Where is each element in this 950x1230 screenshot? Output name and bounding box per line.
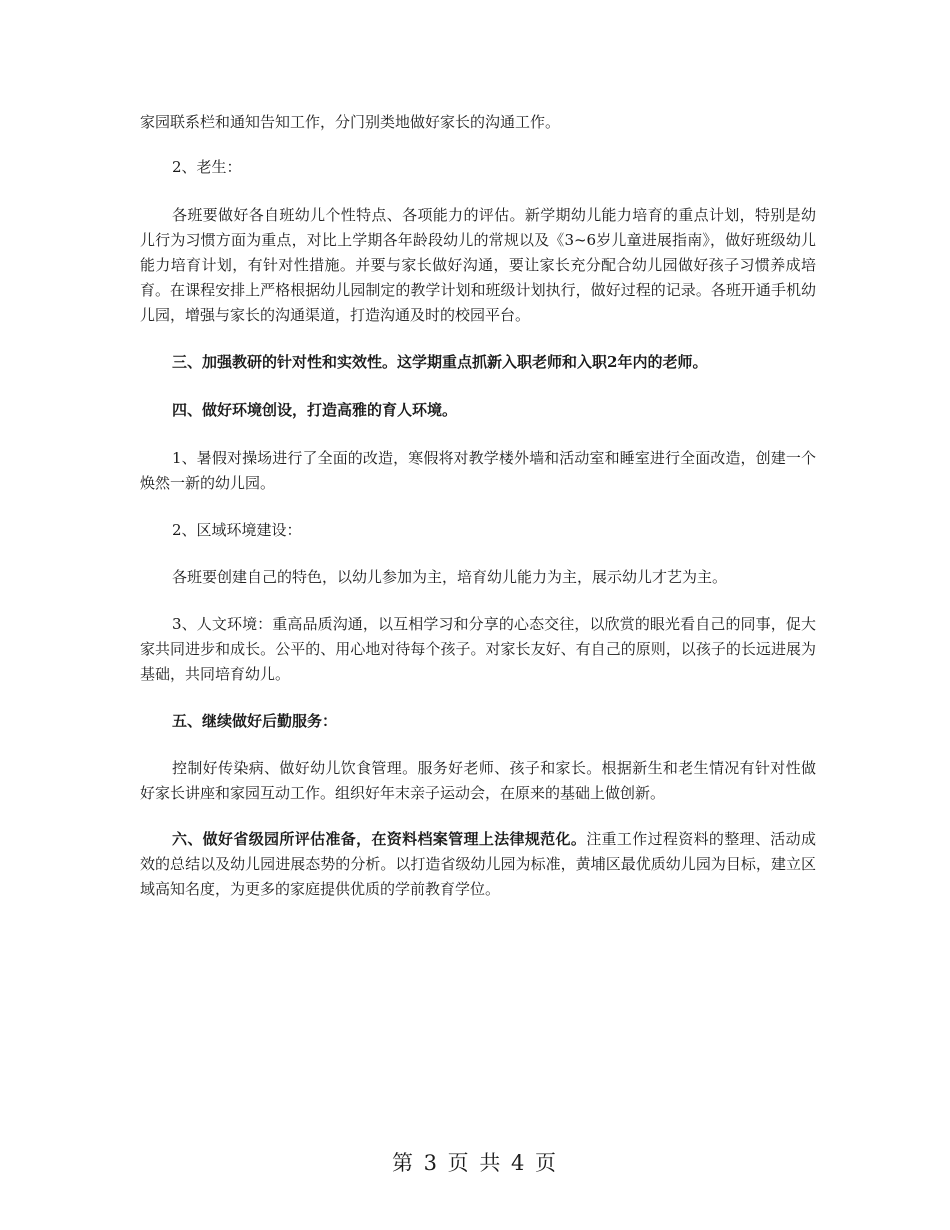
- paragraph-returning-students: 各班要做好各自班幼儿个性特点、各项能力的评估。新学期幼儿能力培育的重点计划，特别是幼儿行为习惯方面为重点，对比上学期各年龄段幼儿的常规以及《3~6岁儿童进展指南》，做好班级幼儿能力培育计划，有针对性措施。并要与家长做好沟通，要让家长充分配合幼儿园做好孩子习惯养成培育。在课程安排上严格根据幼儿园制定的教学计划和班级计划执行，做好过程的记录。各班开通手机幼儿园，增强与家长的沟通渠道，打造沟通及时的校园平台。: [140, 206, 816, 324]
- heading-section-4: 四、做好环境创设，打造高雅的育人环境。: [172, 401, 458, 419]
- paragraph-continuation: 家园联系栏和通知告知工作，分门别类地做好家长的沟通工作。: [140, 113, 561, 131]
- paragraph-environment-1: 1、暑假对操场进行了全面的改造，寒假将对教学楼外墙和活动室和睡室进行全面改造，创建一个焕然一新的幼儿园。: [140, 449, 816, 492]
- paragraph-logistics: 控制好传染病、做好幼儿饮食管理。服务好老师、孩子和家长。根据新生和老生情况有针对性做好家长讲座和家园互动工作。组织好年末亲子运动会，在原来的基础上做创新。: [140, 759, 816, 802]
- subheading-returning-students: 2、老生：: [172, 158, 242, 176]
- paragraph-humanistic-environment: 3、人文环境：重高品质沟通，以互相学习和分享的心态交往，以欣赏的眼光看自己的同事，促大家共同进步和成长。公平的、用心地对待每个孩子。对家长友好、有自己的原则，以孩子的长远进展为基础，共同培育幼儿。: [140, 615, 816, 683]
- subheading-area-environment: 2、区域环境建设：: [172, 521, 302, 539]
- page-number-footer: 第 3 页 共 4 页: [391, 1151, 559, 1175]
- paragraph-section-6: [140, 827, 816, 902]
- paragraph-area-environment: 各班要创建自己的特色，以幼儿参加为主，培育幼儿能力为主，展示幼儿才艺为主。: [172, 568, 728, 586]
- heading-section-6: 六、做好省级园所评估准备，在资料档案管理上法律规范化。: [172, 830, 587, 848]
- section-6-text: 注重工作过程资料的整理、活动成效的总结以及幼儿园进展态势的分析。以打造省级幼儿园为标准，黄埔区最优质幼儿园为目标，建立区域高知名度，为更多的家庭提供优质的学前教育学位。: [140, 830, 816, 898]
- heading-section-3: 三、加强教研的针对性和实效性。这学期重点抓新入职老师和入职2年内的老师。: [172, 353, 708, 371]
- heading-section-5: 五、继续做好后勤服务：: [172, 712, 338, 730]
